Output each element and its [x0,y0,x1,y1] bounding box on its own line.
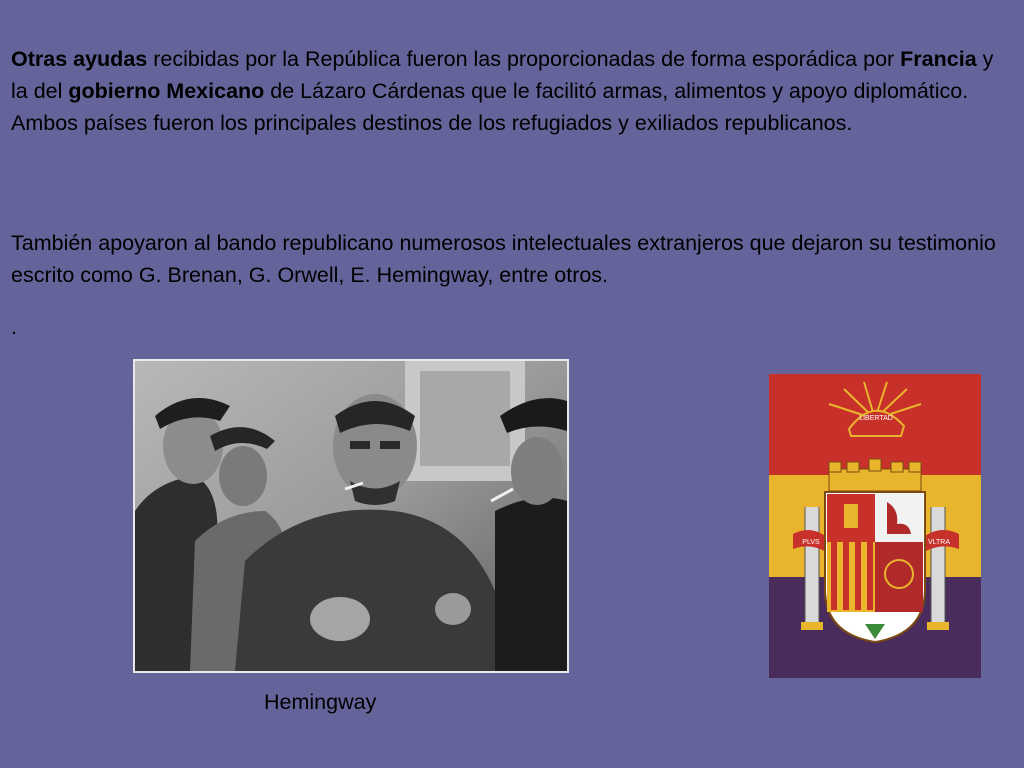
republican-flag-drawing [769,374,981,678]
text-segment-1: recibidas por la República fueron las proporcionadas de forma esporádica por [147,47,901,71]
crown-band-text: LIBERTAD [859,415,893,422]
text-segment-2: y la del [11,47,994,103]
stray-dot: . [11,315,17,339]
republican-flag-image [769,374,981,678]
ribbon-left-text: PLVS [802,539,820,546]
paragraph-foreign-aid [11,43,1011,139]
ribbon-right-text: VLTRA [927,539,951,546]
hemingway-photo [133,359,569,673]
coat-of-arms-shield-icon [825,492,925,642]
paragraph-intellectuals: También apoyaron al bando republicano numerosos intelectuales extranjeros que dejaron su testimonio escrito como G. Brenan, G. Orwell, E. Hemingway, entre otros. [11,231,996,287]
bold-otras-ayudas: Otras ayudas [11,47,148,71]
photo-caption: Hemingway [264,690,377,714]
bold-gobierno-mexicano: gobierno Mexicano [68,79,265,103]
text-segment-3: de Lázaro Cárdenas que le facilitó armas, alimentos y apoyo diplomático. Ambos países fueron los principales destinos de los refugiados y exiliados republicanos. [11,79,969,135]
bold-francia: Francia [900,47,977,71]
hemingway-photo-drawing [135,361,567,671]
